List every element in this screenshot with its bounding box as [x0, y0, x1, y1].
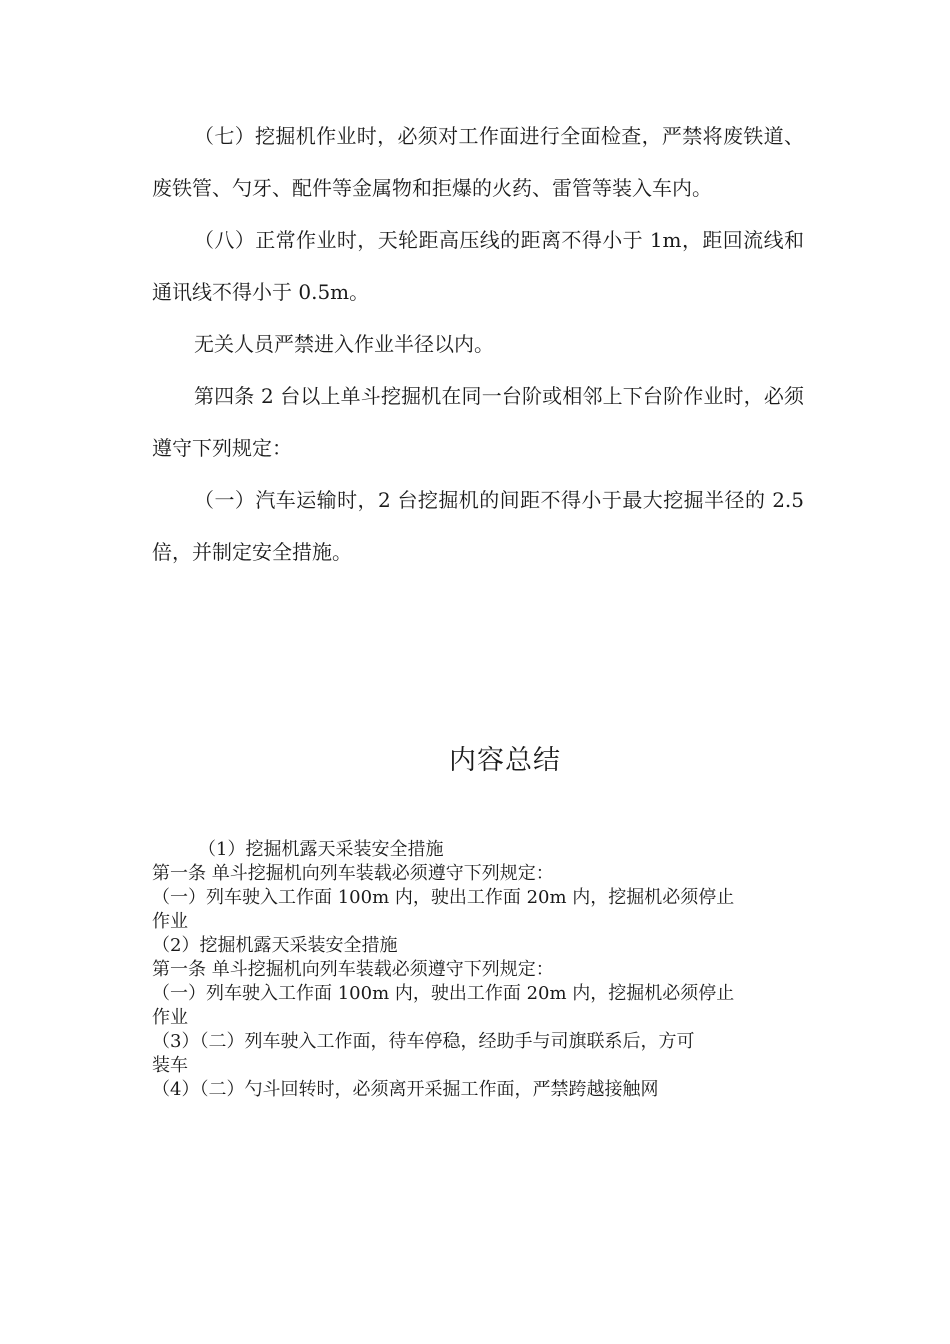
summary-line: 装车 [152, 1055, 188, 1076]
paragraph-article-4: 第四条 2 台以上单斗挖掘机在同一台阶或相邻上下台阶作业时，必须遵守下列规定： [152, 384, 804, 460]
summary-list [152, 838, 802, 1102]
summary-line: （2）挖掘机露天采装安全措施 [152, 935, 398, 956]
summary-line: 第一条 单斗挖掘机向列车装载必须遵守下列规定： [152, 863, 554, 884]
summary-line: （1）挖掘机露天采装安全措施 [198, 839, 444, 860]
summary-line: （4）（二）勺斗回转时，必须离开采掘工作面，严禁跨越接触网 [152, 1079, 659, 1100]
paragraph-8: （八）正常作业时，天轮距高压线的距离不得小于 1m，距回流线和通讯线不得小于 0.5m。 [152, 228, 804, 304]
paragraph-7: （七）挖掘机作业时，必须对工作面进行全面检查，严禁将废铁道、废铁管、勺牙、配件等金属物和拒爆的火药、雷管等装入车内。 [152, 124, 804, 200]
summary-title: 内容总结 [449, 745, 561, 776]
summary-line: （3）（二）列车驶入工作面，待车停稳，经助手与司旗联系后，方可 [152, 1031, 695, 1052]
body-text [152, 110, 804, 578]
summary-line: 作业 [152, 1007, 188, 1028]
paragraph-personnel: 无关人员严禁进入作业半径以内。 [194, 332, 494, 356]
summary-line: （一）列车驶入工作面 100m 内，驶出工作面 20m 内，挖掘机必须停止 [152, 983, 735, 1004]
summary-line: （一）列车驶入工作面 100m 内，驶出工作面 20m 内，挖掘机必须停止 [152, 887, 735, 908]
summary-line: 第一条 单斗挖掘机向列车装载必须遵守下列规定： [152, 959, 554, 980]
paragraph-article-4-item-1: （一）汽车运输时，2 台挖掘机的间距不得小于最大挖掘半径的 2.5 倍，并制定安全措施。 [152, 488, 804, 564]
summary-line: 作业 [152, 911, 188, 932]
